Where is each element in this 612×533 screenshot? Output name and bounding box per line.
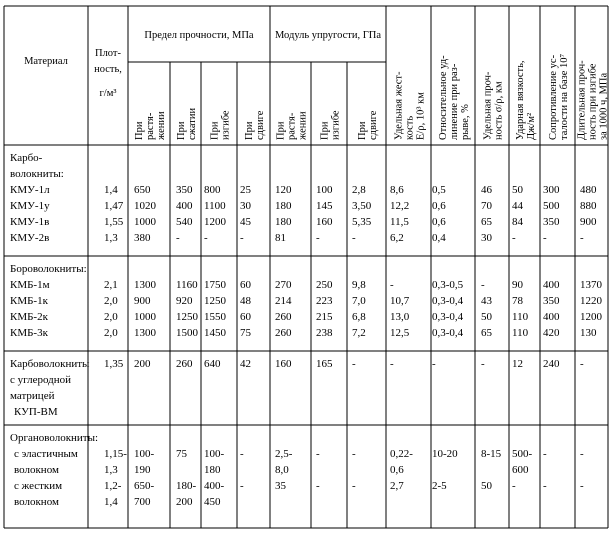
header-elongation: Относительное уд- xyxy=(438,55,449,140)
table-cell: - xyxy=(352,232,356,244)
table-cell: 920 xyxy=(176,295,193,307)
table-cell: 42 xyxy=(240,358,251,370)
table-cell: 120 xyxy=(275,184,292,196)
header-strength-0: При xyxy=(134,121,145,140)
header-strength-group: Предел прочности, МПа xyxy=(144,30,254,41)
row-name: КМБ-1м xyxy=(10,279,50,291)
table-cell: 30 xyxy=(240,200,251,212)
table-cell: 1,3 xyxy=(104,232,118,244)
table-cell: 84 xyxy=(512,216,523,228)
header-modulus-0: растя- xyxy=(286,112,298,140)
table-cell: - xyxy=(580,448,584,460)
table-cell: 500 xyxy=(543,200,560,212)
table-cell: 200 xyxy=(176,496,193,508)
table-cell: 0,6 xyxy=(432,200,446,212)
table-cell: 1370 xyxy=(580,279,602,291)
group-label: с углеродной xyxy=(10,374,72,386)
header-strength-0: растя- xyxy=(145,112,156,140)
header-density: Плот- xyxy=(94,48,122,59)
table-cell: 223 xyxy=(316,295,333,307)
table-cell: 160 xyxy=(275,358,292,370)
table-cell: 1200 xyxy=(204,216,226,228)
table-cell: 1,35 xyxy=(104,358,124,370)
header-impact-strength: Дж/м² xyxy=(526,112,537,140)
group-label: КУП-ВМ xyxy=(14,406,58,418)
table-cell: 0,5 xyxy=(432,184,446,196)
group-label: Органоволокниты: xyxy=(10,432,99,444)
table-cell: - xyxy=(352,448,356,460)
table-cell: 0,4 xyxy=(432,232,446,244)
table-cell: 0,22- xyxy=(390,448,413,460)
table-cell: 190 xyxy=(134,464,151,476)
table-cell: 200 xyxy=(134,358,151,370)
table-cell: 50 xyxy=(481,480,492,492)
table-cell: 2,1 xyxy=(104,279,118,291)
header-fatigue: талости на базе 10⁷ xyxy=(559,53,570,140)
table-cell: 650- xyxy=(134,480,155,492)
group-label: с эластичным xyxy=(14,448,78,460)
table-cell: 48 xyxy=(240,295,251,307)
table-cell: 10,7 xyxy=(390,295,410,307)
table-cell: 2,0 xyxy=(104,327,118,339)
table-cell: - xyxy=(240,480,244,492)
table-cell: 5,35 xyxy=(352,216,372,228)
table-cell: 400 xyxy=(176,200,193,212)
row-name: КМУ-2в xyxy=(10,232,50,244)
table-cell: 380 xyxy=(134,232,151,244)
table-cell: 100- xyxy=(134,448,155,460)
table-cell: 214 xyxy=(275,295,292,307)
table-cell: 145 xyxy=(316,200,333,212)
table-cell: 0,3-0,5 xyxy=(432,279,464,291)
table-cell: 44 xyxy=(512,200,523,212)
table-cell: - xyxy=(481,279,485,291)
header-elongation: рыве, % xyxy=(460,104,471,140)
table-cell: 1750 xyxy=(204,279,226,291)
table-cell: - xyxy=(390,279,394,291)
header-strength-2: изгибе xyxy=(220,110,232,140)
table-cell: 75 xyxy=(240,327,251,339)
header-density-unit: г/м³ xyxy=(99,88,117,99)
table-cell: 60 xyxy=(240,279,251,291)
row-name: КМУ-1у xyxy=(10,200,50,212)
header-long-term-strength: Длительная проч- xyxy=(576,60,588,140)
table-cell: 2,0 xyxy=(104,311,118,323)
table-cell: 46 xyxy=(481,184,492,196)
header-specific-stiffness: кость xyxy=(404,115,416,140)
table-cell: 2,5- xyxy=(275,448,293,460)
table-cell: 8-15 xyxy=(481,448,502,460)
header-modulus-2: сдвиге xyxy=(368,110,379,140)
table-cell: 110 xyxy=(512,327,529,339)
header-modulus-0: При xyxy=(275,121,287,140)
table-cell: 1,2- xyxy=(104,480,122,492)
table-cell: - xyxy=(352,358,356,370)
header-specific-strength: Удельная проч- xyxy=(482,71,494,140)
row-name: КМБ-3к xyxy=(10,327,48,339)
group-label: Карбоволокниты xyxy=(10,358,90,370)
table-cell: 81 xyxy=(275,232,286,244)
table-cell: 400 xyxy=(543,311,560,323)
table-cell: 600 xyxy=(512,464,529,476)
table-cell: 75 xyxy=(176,448,187,460)
table-cell: 500- xyxy=(512,448,533,460)
table-cell: 1020 xyxy=(134,200,156,212)
table-cell: - xyxy=(512,480,516,492)
table-cell: 1,4 xyxy=(104,184,118,196)
table-cell: 6,8 xyxy=(352,311,366,323)
table-cell: 1250 xyxy=(176,311,198,323)
table-cell: - xyxy=(512,232,516,244)
header-strength-1: сжатии xyxy=(187,107,198,140)
header-modulus-2: При xyxy=(357,121,368,140)
table-cell: 50 xyxy=(481,311,492,323)
table-cell: 640 xyxy=(204,358,221,370)
row-name: КМБ-1к xyxy=(10,295,48,307)
table-cell: 160 xyxy=(316,216,333,228)
table-cell: 11,5 xyxy=(390,216,409,228)
table-cell: 180 xyxy=(275,216,292,228)
table-cell: 60 xyxy=(240,311,251,323)
header-long-term-strength: ность при изгибе xyxy=(587,63,599,140)
table-cell: 400- xyxy=(204,480,225,492)
table-cell: 43 xyxy=(481,295,492,307)
table-cell: 1550 xyxy=(204,311,226,323)
table-cell: 7,0 xyxy=(352,295,366,307)
table-cell: 1220 xyxy=(580,295,602,307)
row-name: КМБ-2к xyxy=(10,311,48,323)
table-cell: 9,8 xyxy=(352,279,366,291)
header-modulus-1: изгибе xyxy=(330,110,342,140)
table-cell: 1,3 xyxy=(104,464,118,476)
table-cell: 3,50 xyxy=(352,200,372,212)
table-cell: 1160 xyxy=(176,279,198,291)
table-cell: - xyxy=(316,480,320,492)
table-cell: 8,0 xyxy=(275,464,289,476)
table-cell: 8,6 xyxy=(390,184,404,196)
table-cell: - xyxy=(240,448,244,460)
group-label: Карбо- xyxy=(10,152,43,164)
table-cell: 6,2 xyxy=(390,232,404,244)
table-cell: 900 xyxy=(134,295,151,307)
table-cell: - xyxy=(481,358,485,370)
table-cell: 650 xyxy=(134,184,151,196)
table-cell: 400 xyxy=(543,279,560,291)
header-strength-1: При xyxy=(176,121,187,140)
table-cell: - xyxy=(543,480,547,492)
table-cell: - xyxy=(352,480,356,492)
table-cell: 800 xyxy=(204,184,221,196)
table-cell: 70 xyxy=(481,200,492,212)
table-cell: 1000 xyxy=(134,311,156,323)
table-cell: 165 xyxy=(316,358,333,370)
header-specific-stiffness: Е/ρ, 10³ км xyxy=(415,92,427,140)
header-specific-strength: ность σ/ρ, км xyxy=(493,81,505,140)
table-cell: - xyxy=(432,358,436,370)
table-cell: 2,8 xyxy=(352,184,366,196)
row-name: КМУ-1в xyxy=(10,216,50,228)
table-cell: 180 xyxy=(275,200,292,212)
table-cell: - xyxy=(580,232,584,244)
table-cell: 0,3-0,4 xyxy=(432,295,464,307)
group-label: матрицей xyxy=(10,390,55,402)
table-cell: 350 xyxy=(176,184,193,196)
table-cell: 0,6 xyxy=(432,216,446,228)
table-cell: 1200 xyxy=(580,311,602,323)
header-fatigue: Сопротивление ус- xyxy=(548,54,559,140)
table-cell: - xyxy=(543,232,547,244)
table-cell: 300 xyxy=(543,184,560,196)
header-strength-3: При xyxy=(244,121,255,140)
table-cell: 1450 xyxy=(204,327,226,339)
table-cell: 180 xyxy=(204,464,221,476)
header-modulus-group: Модуль упругости, ГПа xyxy=(274,30,382,41)
table-cell: 1100 xyxy=(204,200,226,212)
table-cell: - xyxy=(204,232,208,244)
table-cell: 12 xyxy=(512,358,523,370)
table-cell: 25 xyxy=(240,184,251,196)
table-cell: 1,55 xyxy=(104,216,124,228)
table-cell: 30 xyxy=(481,232,492,244)
table-cell: 540 xyxy=(176,216,193,228)
header-strength-2: При xyxy=(209,121,221,140)
table-cell: 12,2 xyxy=(390,200,410,212)
table-cell: 0,3-0,4 xyxy=(432,311,464,323)
table-cell: 0,6 xyxy=(390,464,404,476)
group-label: волокном xyxy=(14,464,59,476)
table-cell: 180- xyxy=(176,480,197,492)
table-cell: 130 xyxy=(580,327,597,339)
table-cell: 13,0 xyxy=(390,311,410,323)
table-cell: 1250 xyxy=(204,295,226,307)
table-cell: 10-20 xyxy=(432,448,458,460)
table-cell: 260 xyxy=(275,327,292,339)
table-cell: 700 xyxy=(134,496,151,508)
header-elongation: линение при раз- xyxy=(449,63,460,140)
table-cell: 0,3-0,4 xyxy=(432,327,464,339)
row-name: КМУ-1л xyxy=(10,184,50,196)
table-cell: 100 xyxy=(316,184,333,196)
table-cell: 450 xyxy=(204,496,221,508)
header-material: Материал xyxy=(24,56,68,67)
header-strength-3: сдвиге xyxy=(255,110,266,140)
table-cell: 250 xyxy=(316,279,333,291)
header-strength-0: жении xyxy=(156,111,167,140)
table-cell: 1,4 xyxy=(104,496,118,508)
table-cell: 65 xyxy=(481,216,492,228)
table-cell: 110 xyxy=(512,311,529,323)
table-cell: 1500 xyxy=(176,327,198,339)
group-label: волокном xyxy=(14,496,59,508)
table-cell: 880 xyxy=(580,200,597,212)
table-cell: 900 xyxy=(580,216,597,228)
header-modulus-0: жении xyxy=(297,111,309,140)
table-cell: - xyxy=(543,448,547,460)
table-cell: 238 xyxy=(316,327,333,339)
header-density: ность, xyxy=(94,64,122,75)
table-cell: 260 xyxy=(176,358,193,370)
table-cell: 1000 xyxy=(134,216,156,228)
table-cell: 240 xyxy=(543,358,560,370)
group-label: с жестким xyxy=(14,480,63,492)
table-cell: 45 xyxy=(240,216,251,228)
group-label: волокниты: xyxy=(10,168,64,180)
table-cell: 350 xyxy=(543,295,560,307)
table-cell: - xyxy=(176,232,180,244)
table-cell: 1,15- xyxy=(104,448,127,460)
table-cell: 420 xyxy=(543,327,560,339)
table-cell: 7,2 xyxy=(352,327,366,339)
table-cell: 215 xyxy=(316,311,333,323)
table-cell: 2,0 xyxy=(104,295,118,307)
table-cell: 90 xyxy=(512,279,523,291)
header-impact-strength: Ударная вязкость, xyxy=(515,60,526,140)
table-cell: 2,7 xyxy=(390,480,404,492)
table-cell: 480 xyxy=(580,184,597,196)
table-cell: 260 xyxy=(275,311,292,323)
table-cell: 100- xyxy=(204,448,225,460)
table-cell: - xyxy=(390,358,394,370)
table-cell: - xyxy=(580,480,584,492)
table-cell: 1,47 xyxy=(104,200,124,212)
table-cell: 2-5 xyxy=(432,480,447,492)
table-cell: 1300 xyxy=(134,279,156,291)
header-modulus-1: При xyxy=(319,121,331,140)
table-cell: 50 xyxy=(512,184,523,196)
table-cell: 78 xyxy=(512,295,523,307)
table-cell: - xyxy=(316,448,320,460)
table-cell: 350 xyxy=(543,216,560,228)
table-cell: 35 xyxy=(275,480,286,492)
table-cell: 65 xyxy=(481,327,492,339)
table-cell: 1300 xyxy=(134,327,156,339)
table-cell: 270 xyxy=(275,279,292,291)
table-cell: 12,5 xyxy=(390,327,410,339)
header-long-term-strength: за 1000 ч, МПа xyxy=(598,72,610,140)
group-label: Бороволокниты: xyxy=(10,263,87,275)
table-cell: - xyxy=(316,232,320,244)
table-cell: - xyxy=(240,232,244,244)
header-specific-stiffness: Удельная жест- xyxy=(393,71,405,140)
table-cell: - xyxy=(580,358,584,370)
